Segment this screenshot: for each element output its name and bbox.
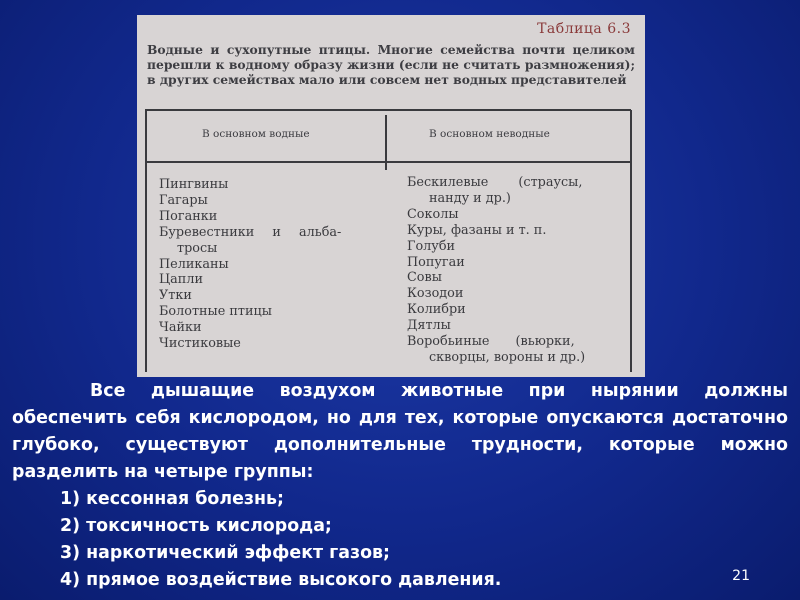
- terrestrial-list: [407, 175, 633, 366]
- list-item: Колибри: [407, 302, 466, 318]
- column-header-aquatic: В основном водные: [202, 128, 310, 140]
- list-item: Дятлы: [407, 318, 451, 334]
- list-item: 2) токсичность кислорода;: [60, 516, 332, 536]
- column-header-terrestrial: В основном неводные: [429, 128, 550, 140]
- page-number: 21: [732, 568, 750, 584]
- aquatic-list: [159, 177, 377, 352]
- list-item: Чистиковые: [159, 336, 241, 352]
- list-item: Попугаи: [407, 254, 465, 270]
- list-item: нанду и др.): [429, 190, 511, 206]
- list-item: Голуби: [407, 238, 456, 254]
- list-item: Куры, фазаны и т. п.: [407, 222, 547, 238]
- slide-body: [12, 378, 788, 594]
- list-item: Буревестники и альба-: [159, 224, 342, 240]
- list-item: Утки: [159, 288, 192, 304]
- list-item: 1) кессонная болезнь;: [60, 489, 284, 509]
- list-item: тросы: [177, 240, 218, 256]
- list-item: Поганки: [159, 208, 218, 224]
- list-item: 4) прямое воздействие высокого давления.: [60, 570, 502, 590]
- list-item: Воробьиные (вьюрки,: [407, 334, 575, 350]
- list-item: 3) наркотический эффект газов;: [60, 543, 390, 563]
- table-scan-image: [137, 15, 645, 377]
- list-item: Чайки: [159, 320, 202, 336]
- list-item: Бескилевые (страусы,: [407, 175, 583, 190]
- list-item: Козодои: [407, 286, 464, 302]
- list-item: скворцы, вороны и др.): [429, 349, 586, 365]
- list-item: Пеликаны: [159, 256, 229, 272]
- intro-paragraph: Все дышащие воздухом животные при нырянии должны обеспечить себя кислородом, но для тех, которые опускаются достаточно глубоко, существуют дополнительные трудности, которые можно разделить на четыре группы:: [12, 381, 788, 482]
- left-border: [145, 110, 147, 372]
- table-number: Таблица 6.3: [537, 21, 631, 37]
- header-rule: [145, 161, 631, 163]
- list-item: Пингвины: [159, 177, 229, 192]
- list-item: Гагары: [159, 192, 208, 208]
- top-rule: [145, 109, 631, 111]
- list-item: Болотные птицы: [159, 304, 272, 320]
- table-caption: Водные и сухопутные птицы. Многие семейства почти целиком перешли к водному образу жизни (если не считать размножения); в других семействах мало или совсем нет водных представителей: [147, 42, 635, 87]
- list-item: Соколы: [407, 206, 459, 222]
- list-item: Цапли: [159, 272, 203, 288]
- list-item: Совы: [407, 270, 442, 286]
